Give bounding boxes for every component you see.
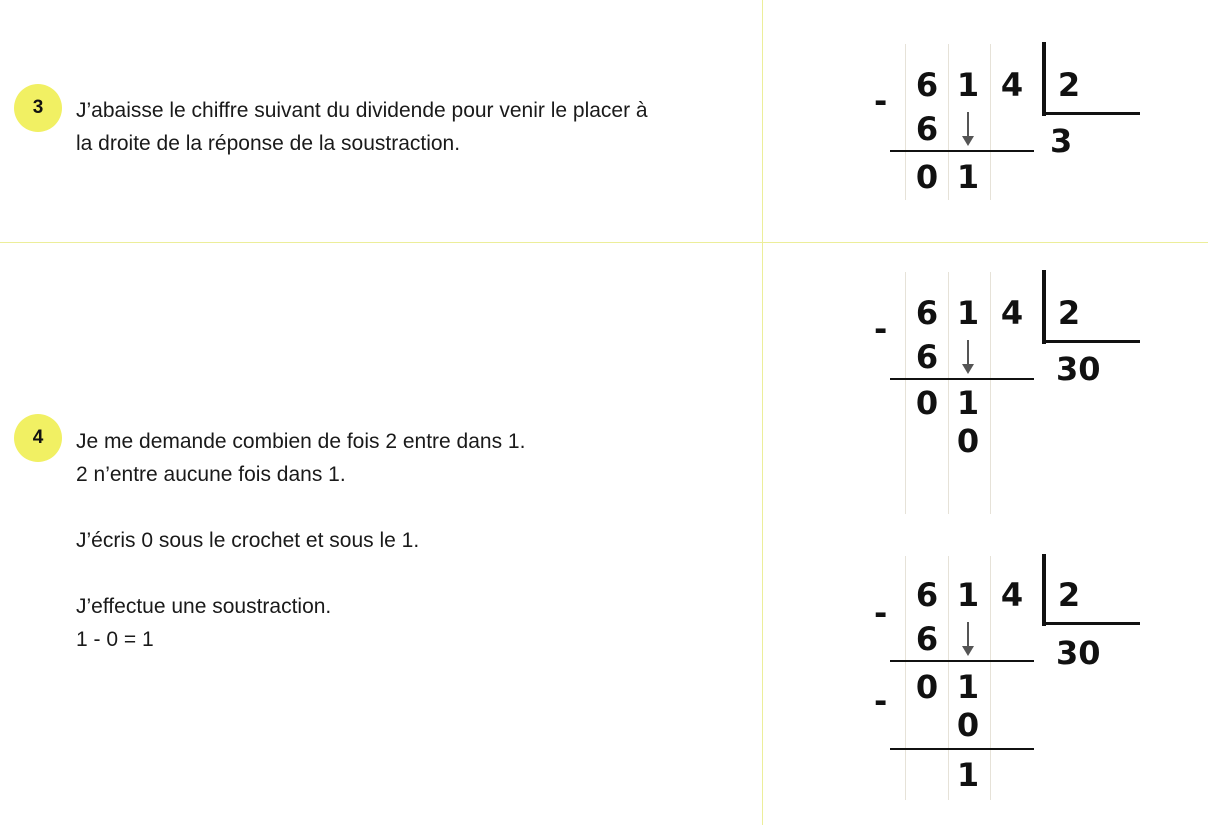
division-bracket-vertical bbox=[1042, 42, 1046, 116]
divisor: 2 bbox=[1057, 294, 1081, 332]
dividend-digit-1: 6 bbox=[915, 66, 939, 104]
step-3-text bbox=[76, 94, 648, 160]
division-bracket-vertical bbox=[1042, 270, 1046, 344]
dividend-digit-2: 1 bbox=[956, 294, 980, 332]
remainder-digit-1: 0 bbox=[915, 384, 939, 422]
step-4-line-4: J’effectue une soustraction. bbox=[76, 595, 332, 618]
row-divider bbox=[0, 242, 1208, 243]
quotient: 30 bbox=[1056, 634, 1101, 672]
column-divider bbox=[762, 0, 763, 825]
division-bracket-horizontal bbox=[1042, 340, 1140, 343]
bring-down-arrow-icon bbox=[961, 110, 975, 148]
final-remainder: 1 bbox=[956, 756, 980, 794]
quotient: 3 bbox=[1050, 122, 1073, 160]
dividend-digit-3: 4 bbox=[1000, 294, 1024, 332]
division-bracket-vertical bbox=[1042, 554, 1046, 626]
bring-down-arrow-icon bbox=[961, 338, 975, 376]
step-3-line-1: J’abaisse le chiffre suivant du dividende pour venir le placer à bbox=[76, 99, 648, 122]
subtraction-line bbox=[890, 378, 1034, 380]
minus-sign: - bbox=[874, 594, 888, 632]
dividend-digit-1: 6 bbox=[915, 576, 939, 614]
quotient: 30 bbox=[1056, 350, 1101, 388]
step-4-line-2: 2 n’entre aucune fois dans 1. bbox=[76, 463, 346, 486]
minus-sign: - bbox=[874, 82, 888, 120]
step-3-line-2: la droite de la réponse de la soustraction. bbox=[76, 132, 461, 155]
remainder-digit-1: 0 bbox=[915, 668, 939, 706]
dividend-digit-1: 6 bbox=[915, 294, 939, 332]
dividend-digit-3: 4 bbox=[1000, 66, 1024, 104]
dividend-digit-3: 4 bbox=[1000, 576, 1024, 614]
step-4-line-3: J’écris 0 sous le crochet et sous le 1. bbox=[76, 529, 420, 552]
second-minus-sign: - bbox=[874, 682, 888, 720]
subtracted-digit: 6 bbox=[915, 620, 939, 658]
subtracted-digit: 6 bbox=[915, 338, 939, 376]
remainder-digit-2: 1 bbox=[956, 384, 980, 422]
second-subtracted-digit: 0 bbox=[956, 706, 980, 744]
second-subtraction-line bbox=[890, 748, 1034, 750]
step-3-badge bbox=[14, 84, 62, 132]
bring-down-arrow-icon bbox=[961, 620, 975, 658]
step-4-number: 4 bbox=[32, 427, 44, 448]
step-4-text bbox=[76, 425, 525, 656]
subtraction-line bbox=[890, 660, 1034, 662]
minus-sign: - bbox=[874, 310, 888, 348]
subtraction-line bbox=[890, 150, 1034, 152]
remainder-digit-2: 1 bbox=[956, 158, 980, 196]
division-bracket-horizontal bbox=[1042, 622, 1140, 625]
divisor: 2 bbox=[1057, 66, 1081, 104]
divisor: 2 bbox=[1057, 576, 1081, 614]
second-subtracted-digit: 0 bbox=[956, 422, 980, 460]
subtracted-digit: 6 bbox=[915, 110, 939, 148]
remainder-digit-2: 1 bbox=[956, 668, 980, 706]
step-3-number: 3 bbox=[32, 97, 44, 118]
dividend-digit-2: 1 bbox=[956, 576, 980, 614]
division-bracket-horizontal bbox=[1042, 112, 1140, 115]
step-4-line-1: Je me demande combien de fois 2 entre dans 1. bbox=[76, 430, 526, 453]
remainder-digit-1: 0 bbox=[915, 158, 939, 196]
dividend-digit-2: 1 bbox=[956, 66, 980, 104]
step-4-line-5: 1 - 0 = 1 bbox=[76, 628, 154, 651]
step-4-badge bbox=[14, 414, 62, 462]
